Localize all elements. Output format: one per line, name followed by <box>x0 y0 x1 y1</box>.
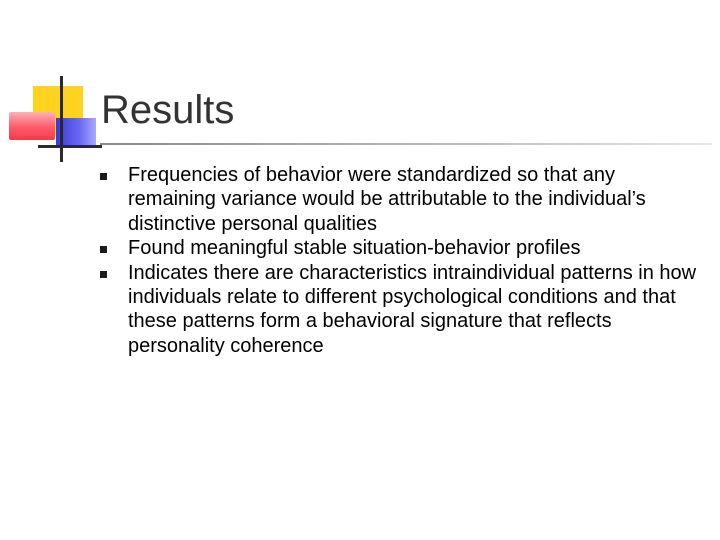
bullet-text: Found meaningful stable situation-behavior profiles <box>128 237 581 260</box>
bullet-item <box>100 261 705 359</box>
vertical-line <box>60 76 63 162</box>
bullet-item <box>100 236 705 260</box>
slide-title: Results <box>101 88 235 132</box>
square-bullet-icon <box>100 246 107 253</box>
square-bullet-icon <box>100 173 107 180</box>
red-square <box>9 112 55 140</box>
bullet-text: Frequencies of behavior were standardized so that any remaining variance would be attributable to the individual’s distinctive personal qualities <box>128 164 646 235</box>
title-underline <box>100 143 712 145</box>
horizontal-line <box>38 145 102 148</box>
bullet-text: Indicates there are characteristics intraindividual patterns in how individuals relate to different psychological conditions and that these patterns form a behavioral signature that reflects personality coherence <box>128 261 697 357</box>
decorative-logo <box>0 0 110 170</box>
bullet-item <box>100 163 705 236</box>
bullet-list <box>100 163 705 358</box>
square-bullet-icon <box>100 271 107 278</box>
